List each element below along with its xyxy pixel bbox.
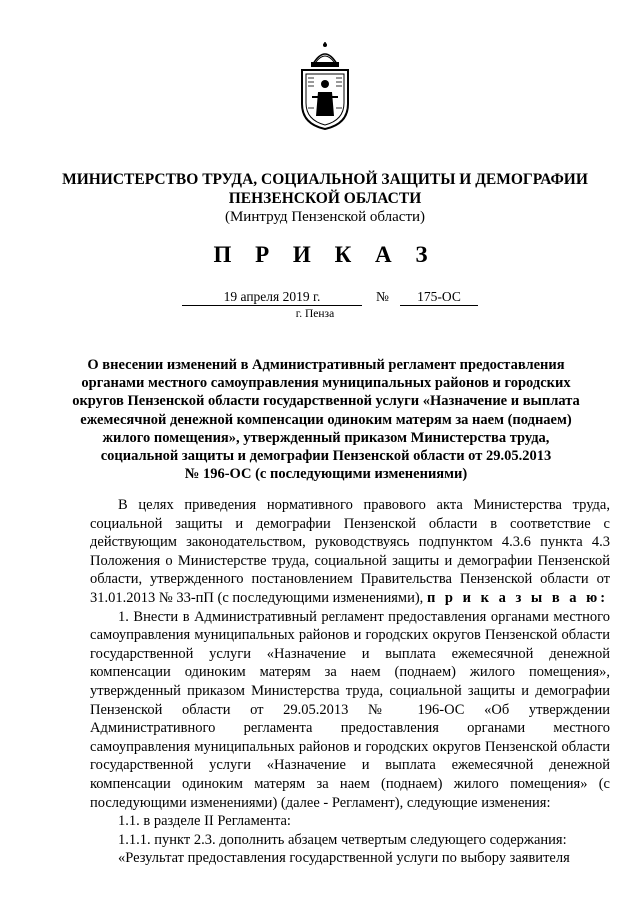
- order-body: [90, 496, 610, 868]
- order-number: 175-ОС: [400, 289, 478, 306]
- subject-line: округов Пензенской области государственной услуги «Назначение и выплата: [72, 393, 580, 410]
- ministry-title-line1: МИНИСТЕРСТВО ТРУДА, СОЦИАЛЬНОЙ ЗАЩИТЫ И ДЕМОГРАФИИ: [62, 171, 588, 188]
- subject-line: О внесении изменений в Административный регламент предоставления: [87, 357, 565, 373]
- coat-of-arms-emblem: [296, 42, 354, 130]
- item-1: 1. Внести в Административный регламент предоставления органами местного самоуправления муниципальных районов и городских округов Пензенской области государственной услуги «Назначение и выплата ежемесячной денежной компенсации одиноким матерям за наем (поднаем) жилого помещения», утвержденный приказом Министерства труда, социальной защиты и демографии Пензенской области от 29.05.2013 № 196-ОС «Об утверждении Административного регламента предоставления органами местного самоуправления муниципальных районов и городских округов Пензенской области государственной услуги «Назначение и выплата ежемесячной денежной компенсации одиноким матерям за наем (поднаем) жилого помещения» (с последующими изменениями) (далее - Регламент), следующие изменения:: [90, 608, 610, 811]
- preamble-paragraph: [90, 496, 610, 608]
- preamble-text: В целях приведения нормативного правового акта Министерства труда, социальной защиты и демографии Пензенской области в соответствие с действующим законодательством, руководствуясь подпунктом 4.3.6 пункта 4.3 Положения о Министерстве труда, социальной защиты и демографии Пензенской области, утвержденного постановлением Правительства Пензенской области от 31.01.2013 № 33-пП (с последующими изменениями),: [90, 497, 610, 606]
- ministry-title: [40, 170, 610, 208]
- document-type-heading: П Р И К А З: [213, 242, 437, 267]
- subject-line: социальной защиты и демографии Пензенской области от 29.05.2013: [100, 448, 552, 465]
- subject-line: жилого помещения», утвержденный приказом Министерства труда,: [102, 429, 550, 446]
- ministry-title-line2: ПЕНЗЕНСКОЙ ОБЛАСТИ: [228, 190, 422, 207]
- order-word: п р и к а з ы в а ю:: [426, 589, 609, 606]
- city: г. Пенза: [295, 308, 335, 320]
- quote-start: «Результат предоставления государственной услуги по выбору заявителя: [118, 850, 570, 867]
- subject-line: органами местного самоуправления муниципальных районов и городских: [81, 375, 571, 392]
- subject-line: № 196-ОС (с последующими изменениями): [184, 466, 468, 483]
- subject-line: ежемесячной денежной компенсации одиноким матерям за наем (поднаем): [80, 411, 572, 428]
- ministry-short-name: (Минтруд Пензенской области): [224, 209, 426, 225]
- item-1-1: 1.1. в разделе II Регламента:: [118, 813, 291, 830]
- number-sign: №: [376, 289, 389, 304]
- item-1-1-1: 1.1.1. пункт 2.3. дополнить абзацем четвертым следующего содержания:: [118, 831, 567, 848]
- order-subject: [66, 356, 586, 483]
- order-date: 19 апреля 2019 г.: [182, 289, 362, 306]
